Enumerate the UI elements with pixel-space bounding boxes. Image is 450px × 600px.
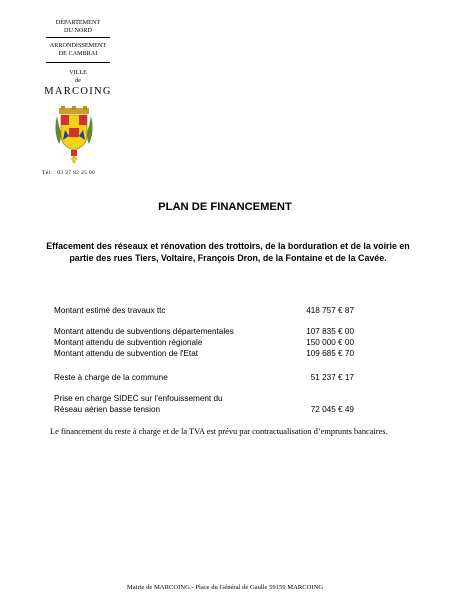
ville-heading [28, 69, 128, 84]
departement-line-1: DÉPARTEMENT [55, 19, 101, 26]
financing-row [54, 405, 354, 416]
row-amount: 150 000 € 00 [306, 338, 354, 347]
arrondissement-line-1: ARRONDISSEMENT [49, 42, 107, 49]
departement-line-2: DU NORD [63, 26, 93, 34]
telephone: Tél. : 03 27 82 25 00 [42, 170, 96, 176]
row-label: Prise en charge SIDEC sur l'enfouissement du [54, 394, 223, 403]
financing-row [54, 338, 354, 349]
row-label: Reste à charge de la commune [54, 373, 168, 382]
financing-row [54, 373, 354, 384]
financing-row [54, 349, 354, 360]
header-divider [46, 37, 110, 38]
financing-row [54, 306, 354, 317]
row-amount: 51 237 € 17 [310, 373, 354, 382]
coat-of-arms-icon [53, 106, 95, 164]
de-label: de [75, 76, 81, 84]
ville-label: VILLE [69, 69, 87, 76]
row-label: Montant attendu de subventions départementales [54, 327, 234, 336]
town-name: MARCOING [44, 86, 112, 97]
row-label: Montant attendu de subvention de l'Etat [54, 349, 199, 358]
document-title: PLAN DE FINANCEMENT [158, 201, 292, 213]
row-amount: 418 757 € 87 [306, 306, 354, 315]
arrondissement-heading [28, 42, 128, 57]
header-divider [46, 62, 110, 63]
document-subject: Effacement des réseaux et rénovation des trottoirs, de la borduration et de la voirie en partie des rues Tiers, Voltaire, François Dron, de la Fontaine et de la Cavée. [46, 241, 410, 263]
financing-row [54, 394, 354, 405]
footer-address: Mairie de MARCOING - Place du Général de Gaulle 59159 MARCOING [126, 584, 324, 591]
row-label: Montant estimé des travaux ttc [54, 306, 166, 315]
row-amount: 109 685 € 70 [306, 349, 354, 358]
row-label: Montant attendu de subvention régionale [54, 338, 203, 347]
row-label: Réseau aérien basse tension [54, 405, 161, 414]
financing-note: Le financement du reste à charge et de la TVA est prévu par contractualisation d’emprunts bancaires. [50, 427, 388, 436]
financing-row [54, 327, 354, 338]
departement-heading [28, 19, 128, 34]
arrondissement-line-2: DE CAMBRAI [58, 49, 98, 57]
row-amount: 107 835 € 00 [306, 327, 354, 336]
row-amount: 72 045 € 49 [310, 405, 354, 414]
